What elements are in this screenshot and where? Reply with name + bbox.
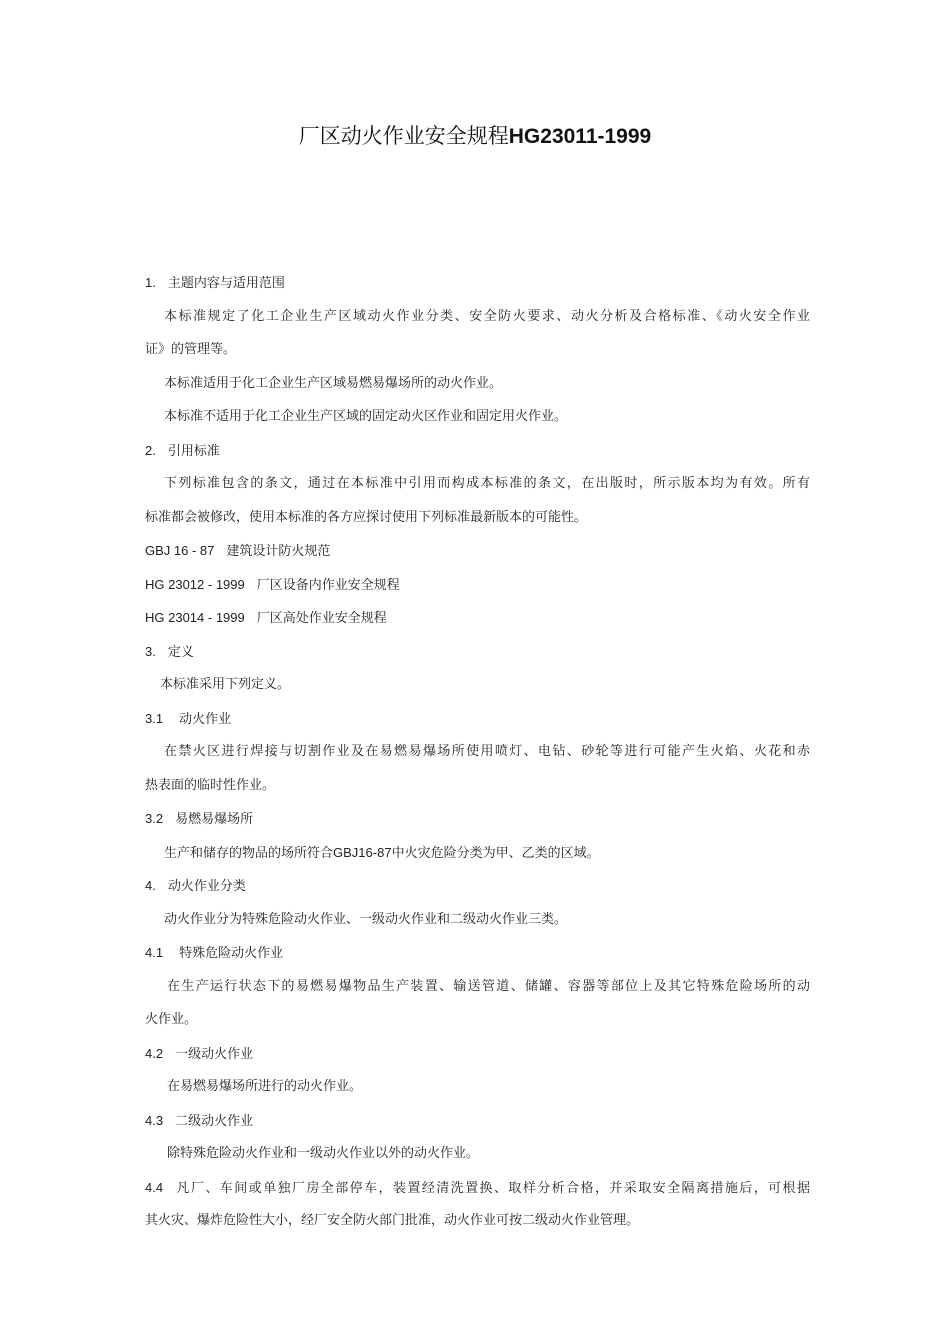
paragraph-text: 下列标准包含的条文，通过在本标准中引用而构成本标准的条文，在出版时，所示版本均为有效。所有 — [164, 476, 810, 491]
paragraph-line — [145, 735, 810, 769]
reference-item — [145, 534, 810, 568]
paragraph-line — [145, 769, 810, 803]
subsection-heading — [145, 802, 810, 836]
paragraph-text: 本标准不适用于化工企业生产区域的固定动火区作业和固定用火作业。 — [164, 409, 568, 424]
reference-item — [145, 568, 810, 602]
paragraph-text: 其火灾、爆炸危险性大小，经厂安全防火部门批准，动火作业可按二级动火作业管理。 — [145, 1213, 640, 1228]
document-body — [145, 266, 810, 1238]
reference-title: 厂区设备内作业安全规程 — [256, 577, 400, 593]
section-number: 3.2 — [145, 811, 164, 826]
paragraph-text: 热表面的临时性作业。 — [145, 777, 276, 793]
section-number: 4. — [145, 878, 156, 893]
section-number: 4.1 — [145, 945, 164, 960]
paragraph-line — [145, 970, 810, 1004]
paragraph-line — [145, 1003, 810, 1037]
section-number: 3. — [145, 643, 156, 659]
paragraph-text: 在禁火区进行焊接与切割作业及在易燃易爆场所使用喷灯、电钻、砂轮等进行可能产生火焰、火花和赤 — [164, 744, 810, 759]
reference-title: 厂区高处作业安全规程 — [256, 611, 387, 626]
section-title: 动火作业分类 — [167, 879, 246, 894]
reference-item — [145, 601, 810, 635]
paragraph-line — [145, 467, 810, 501]
section-number: 1. — [145, 275, 156, 290]
paragraph-text: 本标准规定了化工企业生产区域动火作业分类、安全防火要求、动火分析及合格标准、《动火安全作业 — [164, 308, 810, 324]
paragraph-line — [145, 668, 810, 702]
subsection-heading — [145, 936, 810, 970]
section-title: 主题内容与适用范围 — [167, 276, 285, 291]
title-text: 厂区动火作业安全规程 — [298, 124, 509, 148]
reference-title: 建筑设计防火规范 — [226, 544, 331, 559]
subsection-heading — [145, 1171, 810, 1205]
section-number: 2. — [145, 442, 156, 458]
paragraph-line — [145, 1137, 810, 1171]
section-number: 4.4 — [145, 1179, 164, 1195]
paragraph-text: 中火灾危险分类为甲、乙类的区域。 — [391, 845, 600, 861]
section-heading — [145, 266, 810, 300]
paragraph-line — [145, 501, 810, 535]
paragraph-line — [145, 836, 810, 870]
title-standard-code: HG23011-1999 — [508, 125, 652, 148]
paragraph-text: 动火作业分为特殊危险动火作业、一级动火作业和二级动火作业三类。 — [164, 911, 568, 927]
section-heading — [145, 434, 810, 468]
section-heading — [145, 635, 810, 669]
inline-standard-code: GBJ16-87 — [333, 844, 392, 860]
paragraph-text: 标准都会被修改，使用本标准的各方应探讨使用下列标准最新版本的可能性。 — [145, 509, 588, 525]
subsection-heading — [145, 1037, 810, 1071]
section-title: 定义 — [167, 644, 194, 660]
section-number: 3.1 — [145, 710, 164, 726]
reference-code: HG 23014 - 1999 — [145, 610, 245, 625]
paragraph-text: 证》的管理等。 — [145, 342, 237, 357]
reference-code: GBJ 16 - 87 — [145, 543, 215, 558]
paragraph-line — [145, 903, 810, 937]
subsection-heading — [145, 1104, 810, 1138]
section-number: 4.2 — [145, 1045, 164, 1061]
section-title: 凡厂、车间或单独厂房全部停车，装置经清洗置换、取样分析合格，并采取安全隔离措施后，可根据 — [175, 1180, 810, 1196]
paragraph-line — [145, 333, 810, 367]
section-number: 4.3 — [145, 1112, 164, 1128]
section-title: 引用标准 — [167, 443, 220, 459]
paragraph-text: 在生产运行状态下的易燃易爆物品生产装置、输送管道、储罐、容器等部位上及其它特殊危险场所的动 — [167, 978, 810, 994]
section-title: 特殊危险动火作业 — [179, 946, 284, 961]
section-title: 动火作业 — [179, 711, 232, 727]
subsection-heading — [145, 702, 810, 736]
section-title: 二级动火作业 — [175, 1113, 254, 1129]
paragraph-text: 生产和储存的物品的场所符合 — [164, 845, 334, 861]
reference-code: HG 23012 - 1999 — [145, 576, 245, 592]
paragraph-text: 除特殊危险动火作业和一级动火作业以外的动火作业。 — [167, 1146, 480, 1161]
section-title: 易燃易爆场所 — [175, 812, 254, 827]
paragraph-text: 在易燃易爆场所进行的动火作业。 — [167, 1079, 363, 1094]
paragraph-text: 本标准适用于化工企业生产区域易燃易爆场所的动火作业。 — [164, 375, 503, 391]
paragraph-line — [145, 1070, 810, 1104]
paragraph-line — [145, 300, 810, 334]
section-heading — [145, 869, 810, 903]
paragraph-line — [145, 400, 810, 434]
paragraph-text: 火作业。 — [145, 1012, 198, 1027]
paragraph-text: 本标准采用下列定义。 — [160, 677, 291, 692]
paragraph-line — [145, 367, 810, 401]
paragraph-line — [145, 1204, 810, 1238]
section-title: 一级动火作业 — [175, 1046, 254, 1062]
page-title — [0, 120, 950, 153]
